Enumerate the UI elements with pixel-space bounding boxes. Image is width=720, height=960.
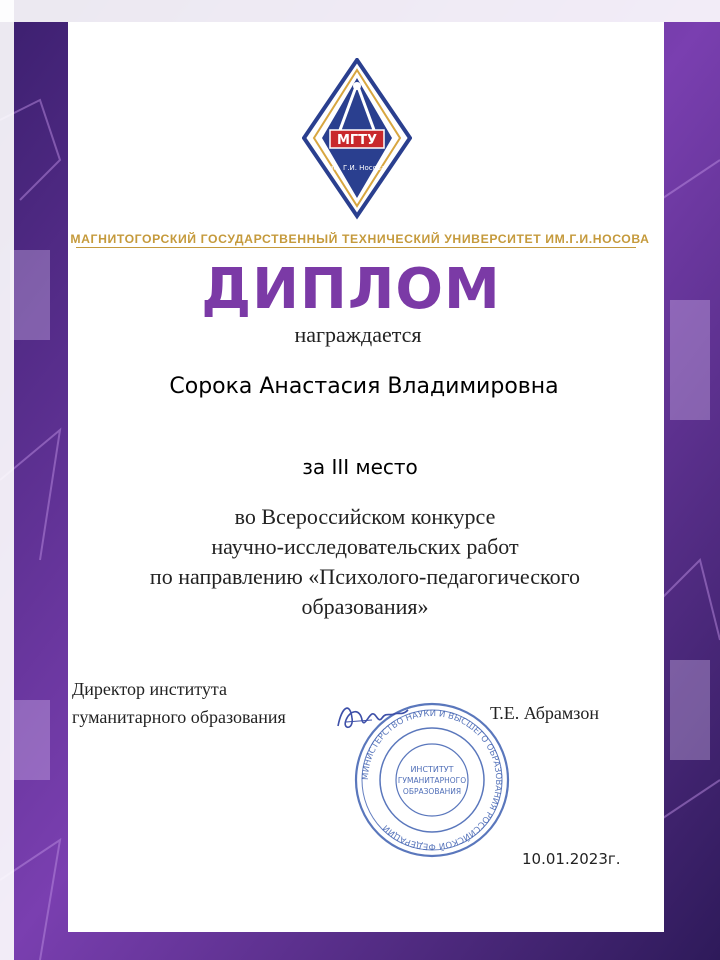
- issue-date: 10.01.2023г.: [522, 850, 621, 868]
- gold-divider: [76, 247, 636, 248]
- stamp-center-line-1: ИНСТИТУТ: [410, 765, 454, 774]
- contest-line-2: научно-исследовательских работ: [211, 534, 519, 559]
- handwritten-signature: [332, 696, 412, 736]
- contest-line-1: во Всероссийском конкурсе: [234, 504, 496, 529]
- contest-line-4: образования»: [301, 594, 429, 619]
- diploma-title: ДИПЛОМ: [201, 257, 501, 322]
- logo-subtext: им. Г.И. Носова: [328, 164, 386, 172]
- stamp-ring-text: МИНИСТЕРСТВО НАУКИ И ВЫСШЕГО ОБРАЗОВАНИЯ РОССИЙСКОЙ ФЕДЕРАЦИИ: [360, 708, 504, 852]
- contest-description: [80, 502, 650, 622]
- contest-line-3: по направлению «Психолого-педагогического: [149, 564, 581, 589]
- director-title-line-1: Директор института: [72, 679, 227, 699]
- recipient-name: Сорока Анастасия Владимировна: [169, 374, 559, 399]
- director-title-line-2: гуманитарного образования: [72, 707, 286, 727]
- university-name: МАГНИТОГОРСКИЙ ГОСУДАРСТВЕННЫЙ ТЕХНИЧЕСКИЙ УНИВЕРСИТЕТ ИМ.Г.И.НОСОВА: [70, 232, 650, 246]
- stamp-center-line-3: ОБРАЗОВАНИЯ: [402, 787, 462, 796]
- university-logo: [302, 58, 412, 220]
- award-place: за III место: [302, 455, 418, 479]
- director-title: [72, 675, 286, 731]
- awarded-label: награждается: [294, 322, 422, 347]
- signer-name: Т.Е. Абрамзон: [490, 703, 599, 723]
- stamp-center-line-2: ГУМАНИТАРНОГО: [397, 776, 467, 785]
- logo-text: МГТУ: [336, 133, 378, 148]
